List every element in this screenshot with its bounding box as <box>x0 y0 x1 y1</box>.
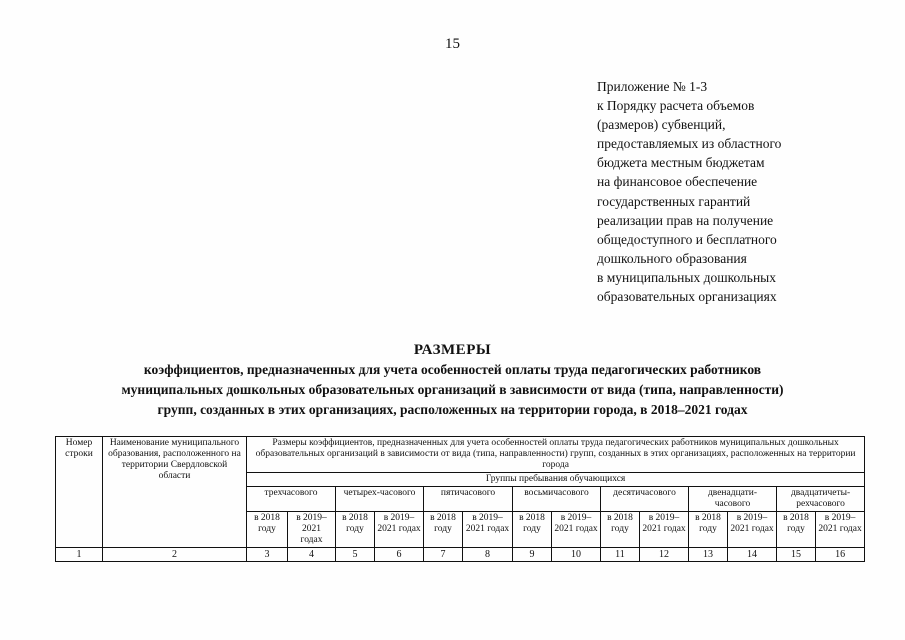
header-group: четырех-часового <box>336 487 424 512</box>
appendix-line: государственных гарантий <box>597 193 751 209</box>
header-years-2019-2021: в 2019–2021 годах <box>816 512 865 548</box>
column-number: 16 <box>816 548 865 562</box>
header-group: восьмичасового <box>513 487 601 512</box>
appendix-line: (размеров) субвенций, <box>597 117 726 133</box>
column-number: 5 <box>336 548 375 562</box>
header-years-2019-2021: в 2019–2021 годах <box>640 512 689 548</box>
appendix-line: предоставляемых из областного <box>597 136 782 152</box>
column-number: 15 <box>777 548 816 562</box>
column-number: 8 <box>463 548 513 562</box>
appendix-line: дошкольного образования <box>597 250 747 266</box>
header-year-2018: в 2018 году <box>336 512 375 548</box>
column-number: 1 <box>56 548 103 562</box>
header-group: двадцатичеты-рехчасового <box>777 487 865 512</box>
header-year-2018: в 2018 году <box>777 512 816 548</box>
document-title <box>0 340 905 420</box>
column-number: 10 <box>552 548 601 562</box>
header-years-2019-2021: в 2019–2021 годах <box>288 512 336 548</box>
appendix-line: к Порядку расчета объемов <box>597 98 755 114</box>
column-number: 13 <box>689 548 728 562</box>
appendix-line: общедоступного и бесплатного <box>597 231 777 247</box>
header-stay-groups: Группы пребывания обучающихся <box>247 473 865 487</box>
appendix-line: бюджета местным бюджетам <box>597 155 765 171</box>
column-number: 11 <box>601 548 640 562</box>
title-line: групп, созданных в этих организациях, расположенных на территории города, в 2018–2021 годах <box>157 402 748 417</box>
header-year-2018: в 2018 году <box>513 512 552 548</box>
header-group: двенадцати-часового <box>689 487 777 512</box>
header-years-2019-2021: в 2019–2021 годах <box>552 512 601 548</box>
title-heading: РАЗМЕРЫ <box>413 342 492 358</box>
header-years-2019-2021: в 2019–2021 годах <box>375 512 424 548</box>
appendix-note <box>597 77 897 306</box>
page-number: 15 <box>445 36 460 52</box>
column-number: 9 <box>513 548 552 562</box>
column-number: 4 <box>288 548 336 562</box>
header-year-2018: в 2018 году <box>601 512 640 548</box>
appendix-line: на финансовое обеспечение <box>597 174 758 190</box>
column-number: 6 <box>375 548 424 562</box>
column-number: 14 <box>728 548 777 562</box>
header-municipality-name: Наименование муниципального образования, расположенного на территории Свердловской области <box>103 437 247 548</box>
coefficients-table <box>55 436 865 562</box>
appendix-line: реализации прав на получение <box>597 212 774 228</box>
title-line: коэффициентов, предназначенных для учета особенностей оплаты труда педагогических работников <box>143 362 762 377</box>
header-group: трехчасового <box>247 487 336 512</box>
header-years-2019-2021: в 2019–2021 годах <box>728 512 777 548</box>
header-group: десятичасового <box>601 487 689 512</box>
column-number: 7 <box>424 548 463 562</box>
appendix-line: Приложение № 1-3 <box>597 79 708 94</box>
header-group: пятичасового <box>424 487 513 512</box>
appendix-line: в муниципальных дошкольных <box>597 269 776 285</box>
column-number: 3 <box>247 548 288 562</box>
header-years-2019-2021: в 2019–2021 годах <box>463 512 513 548</box>
column-number: 2 <box>103 548 247 562</box>
appendix-line: образовательных организациях <box>597 289 777 305</box>
title-line: муниципальных дошкольных образовательных организаций в зависимости от вида (типа, направленности) <box>121 382 784 397</box>
header-year-2018: в 2018 году <box>689 512 728 548</box>
header-row-number: Номер строки <box>56 437 103 548</box>
header-year-2018: в 2018 году <box>247 512 288 548</box>
column-number: 12 <box>640 548 689 562</box>
column-number-row <box>56 548 865 562</box>
header-coefficients: Размеры коэффициентов, предназначенных для учета особенностей оплаты труда педагогических работников муниципальных дошкольных образовательных организаций в зависимости от вида (типа, направленности) групп, созданных в этих организациях, расположенных на территории города <box>247 437 865 473</box>
header-year-2018: в 2018 году <box>424 512 463 548</box>
table-header-row <box>56 437 865 473</box>
